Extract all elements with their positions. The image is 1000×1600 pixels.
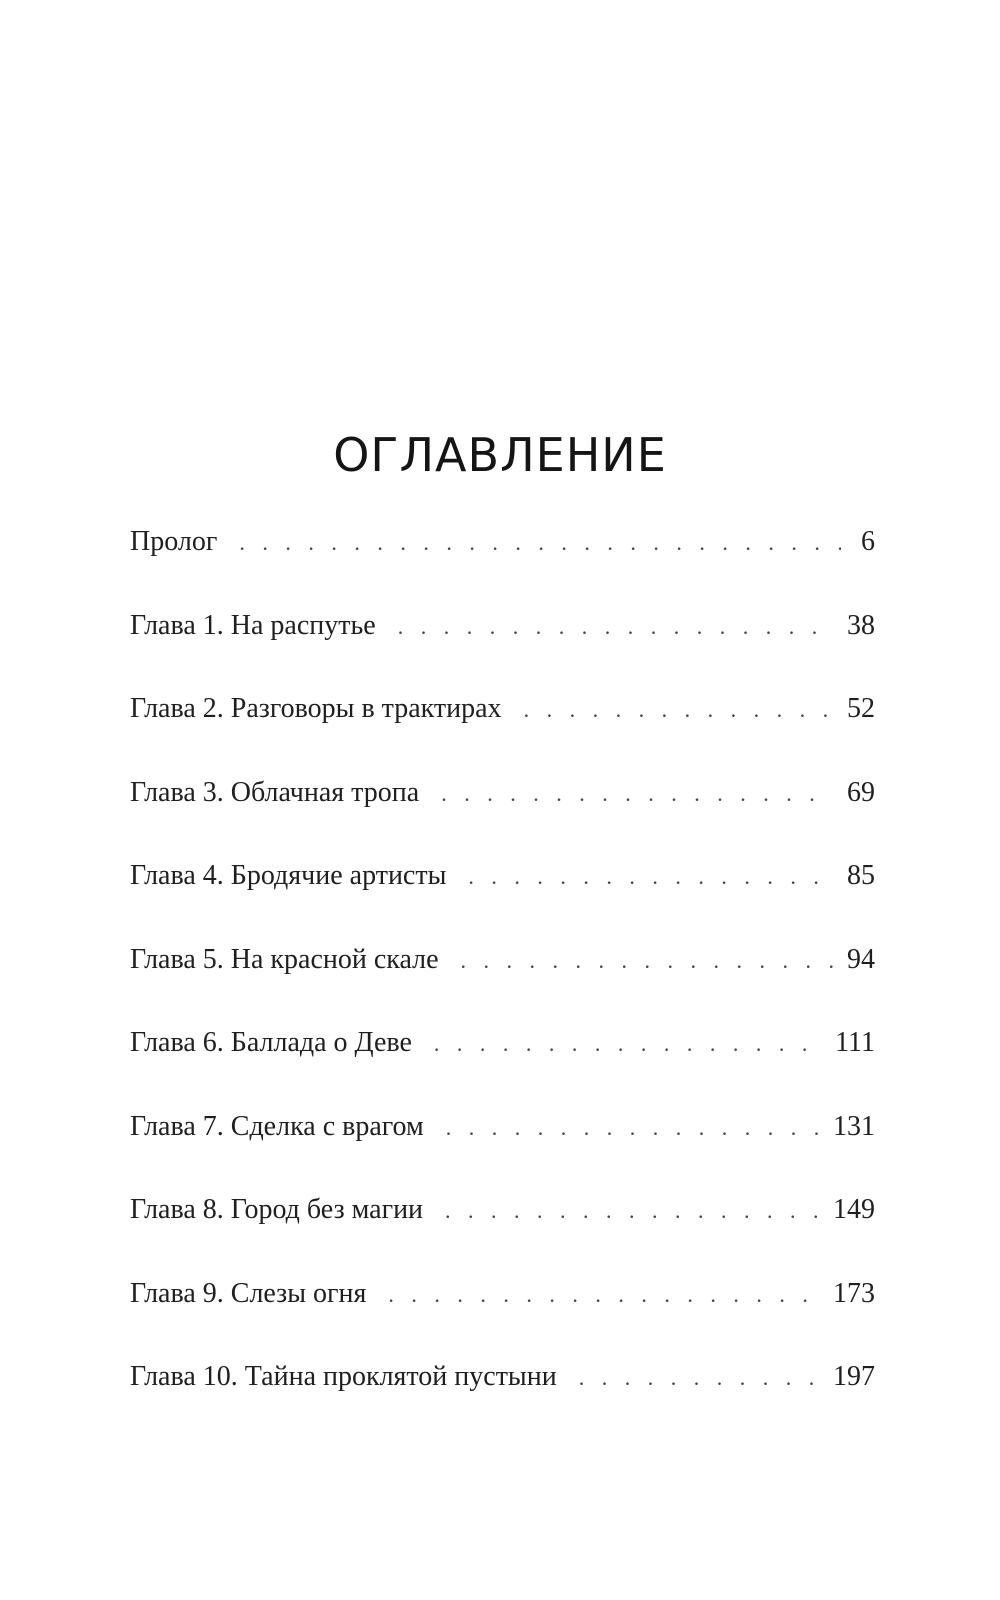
toc-entry-label: Глава 10. Тайна проклятой пустыни xyxy=(130,1361,557,1392)
toc-dot-leader xyxy=(461,947,833,975)
toc-entry-label: Пролог xyxy=(130,526,218,557)
toc-entry-page: 94 xyxy=(847,943,875,975)
toc-entry-page: 131 xyxy=(833,1110,875,1142)
toc-entry xyxy=(130,528,875,612)
toc-entry-page: 149 xyxy=(833,1194,875,1225)
toc-dot-leader xyxy=(468,863,833,891)
toc-dot-leader xyxy=(434,1030,821,1058)
toc-list xyxy=(130,528,875,1447)
toc-dot-leader xyxy=(446,1114,819,1142)
toc-entry-label: Глава 2. Разговоры в трактирах xyxy=(130,693,502,724)
toc-entry xyxy=(130,776,875,863)
toc-entry-page: 38 xyxy=(847,609,875,641)
toc-entry-label: Глава 6. Баллада о Деве xyxy=(130,1027,412,1058)
toc-entry xyxy=(130,1029,875,1113)
toc-entry-label: Глава 3. Облачная тропа xyxy=(130,776,420,808)
toc-entry-label: Глава 9. Слезы огня xyxy=(130,1277,367,1309)
toc-entry-page: 6 xyxy=(861,526,875,557)
toc-entry-page: 111 xyxy=(835,1027,875,1058)
toc-entry xyxy=(130,1277,875,1364)
toc-entry-page: 173 xyxy=(833,1277,875,1309)
toc-title: ОГЛАВЛЕНИЕ xyxy=(333,428,667,482)
toc-dot-leader xyxy=(398,613,833,641)
toc-entry-label: Глава 8. Город без магии xyxy=(130,1194,424,1225)
toc-entry-page: 69 xyxy=(847,776,875,808)
toc-entry-label: Глава 1. На распутье xyxy=(130,609,376,641)
toc-entry-label: Глава 4. Бродячие артисты xyxy=(130,860,447,891)
toc-entry-page: 52 xyxy=(847,693,875,724)
toc-entry xyxy=(130,695,875,779)
toc-dot-leader xyxy=(524,696,833,724)
toc-entry-page: 197 xyxy=(833,1361,875,1392)
toc-entry-label: Глава 5. На красной скале xyxy=(130,943,439,975)
toc-dot-leader xyxy=(388,1281,819,1309)
toc-entry xyxy=(130,609,875,696)
toc-entry xyxy=(130,1363,875,1447)
toc-dot-leader xyxy=(239,529,841,557)
toc-dot-leader xyxy=(441,780,833,808)
toc-entry xyxy=(130,1110,875,1197)
toc-entry xyxy=(130,1196,875,1280)
toc-dot-leader xyxy=(445,1197,819,1225)
toc-entry xyxy=(130,862,875,946)
toc-entry xyxy=(130,943,875,1030)
toc-dot-leader xyxy=(579,1364,819,1392)
toc-entry-label: Глава 7. Сделка с врагом xyxy=(130,1110,424,1142)
toc-entry-page: 85 xyxy=(847,860,875,891)
